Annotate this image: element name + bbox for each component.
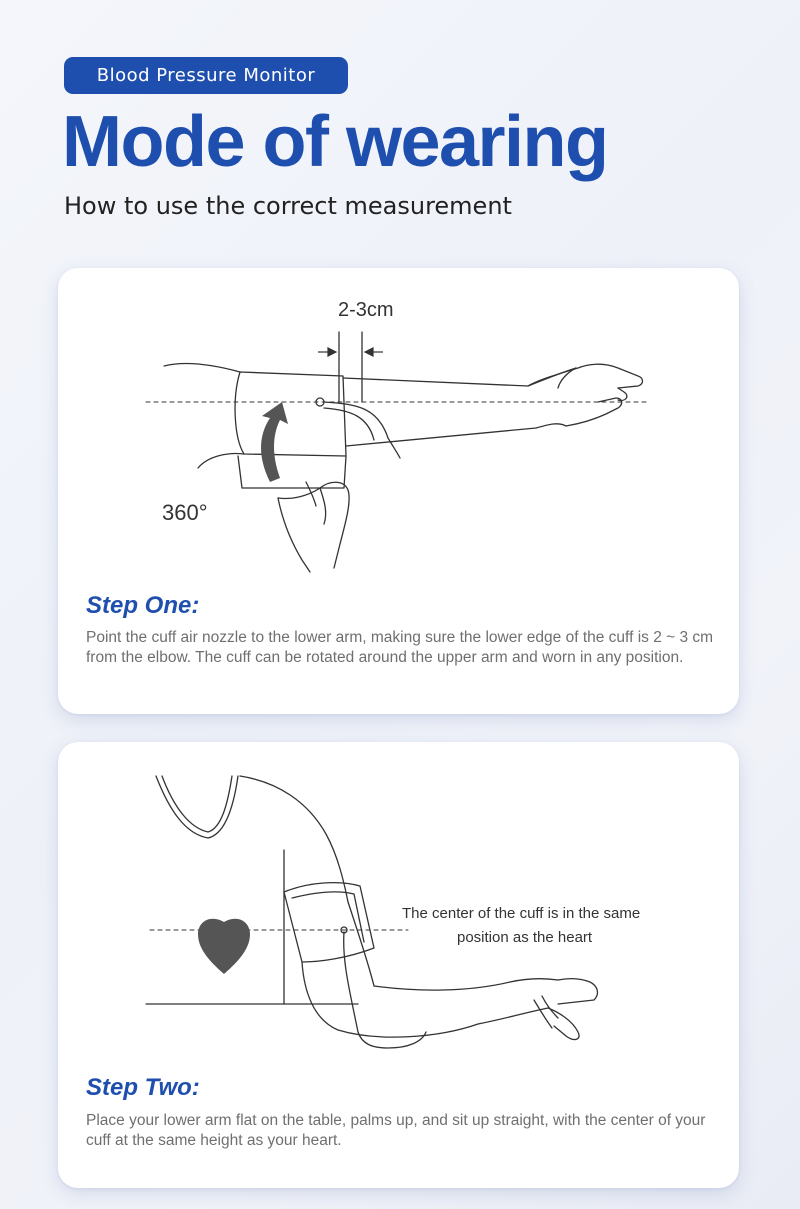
step-two-title: Step Two: (86, 1074, 200, 1101)
step-one-illustration (58, 268, 739, 578)
page-subtitle: How to use the correct measurement (64, 192, 512, 220)
annotation-line-2: position as the heart (457, 929, 593, 946)
step-two-card (58, 742, 739, 1188)
step-one-title: Step One: (86, 592, 200, 619)
product-badge: Blood Pressure Monitor (64, 57, 348, 94)
step-one-text: Point the cuff air nozzle to the lower arm, making sure the lower edge of the cuff is 2 ~ 3 cm from the elbow. The cuff can be rotated around the upper arm and worn in any position. (86, 629, 714, 666)
annotation-line-1: The center of the cuff is in the same (402, 905, 641, 922)
step-two-text: Place your lower arm flat on the table, palms up, and sit up straight, with the center of your cuff at the same height as your heart. (86, 1112, 706, 1149)
rotation-label: 360° (162, 500, 208, 525)
heart-icon (198, 919, 250, 974)
distance-label: 2-3cm (338, 299, 394, 321)
rotation-arrow-icon (261, 402, 288, 482)
step-one-card (58, 268, 739, 714)
step-two-illustration (58, 742, 739, 1062)
page-title: Mode of wearing (62, 102, 608, 182)
